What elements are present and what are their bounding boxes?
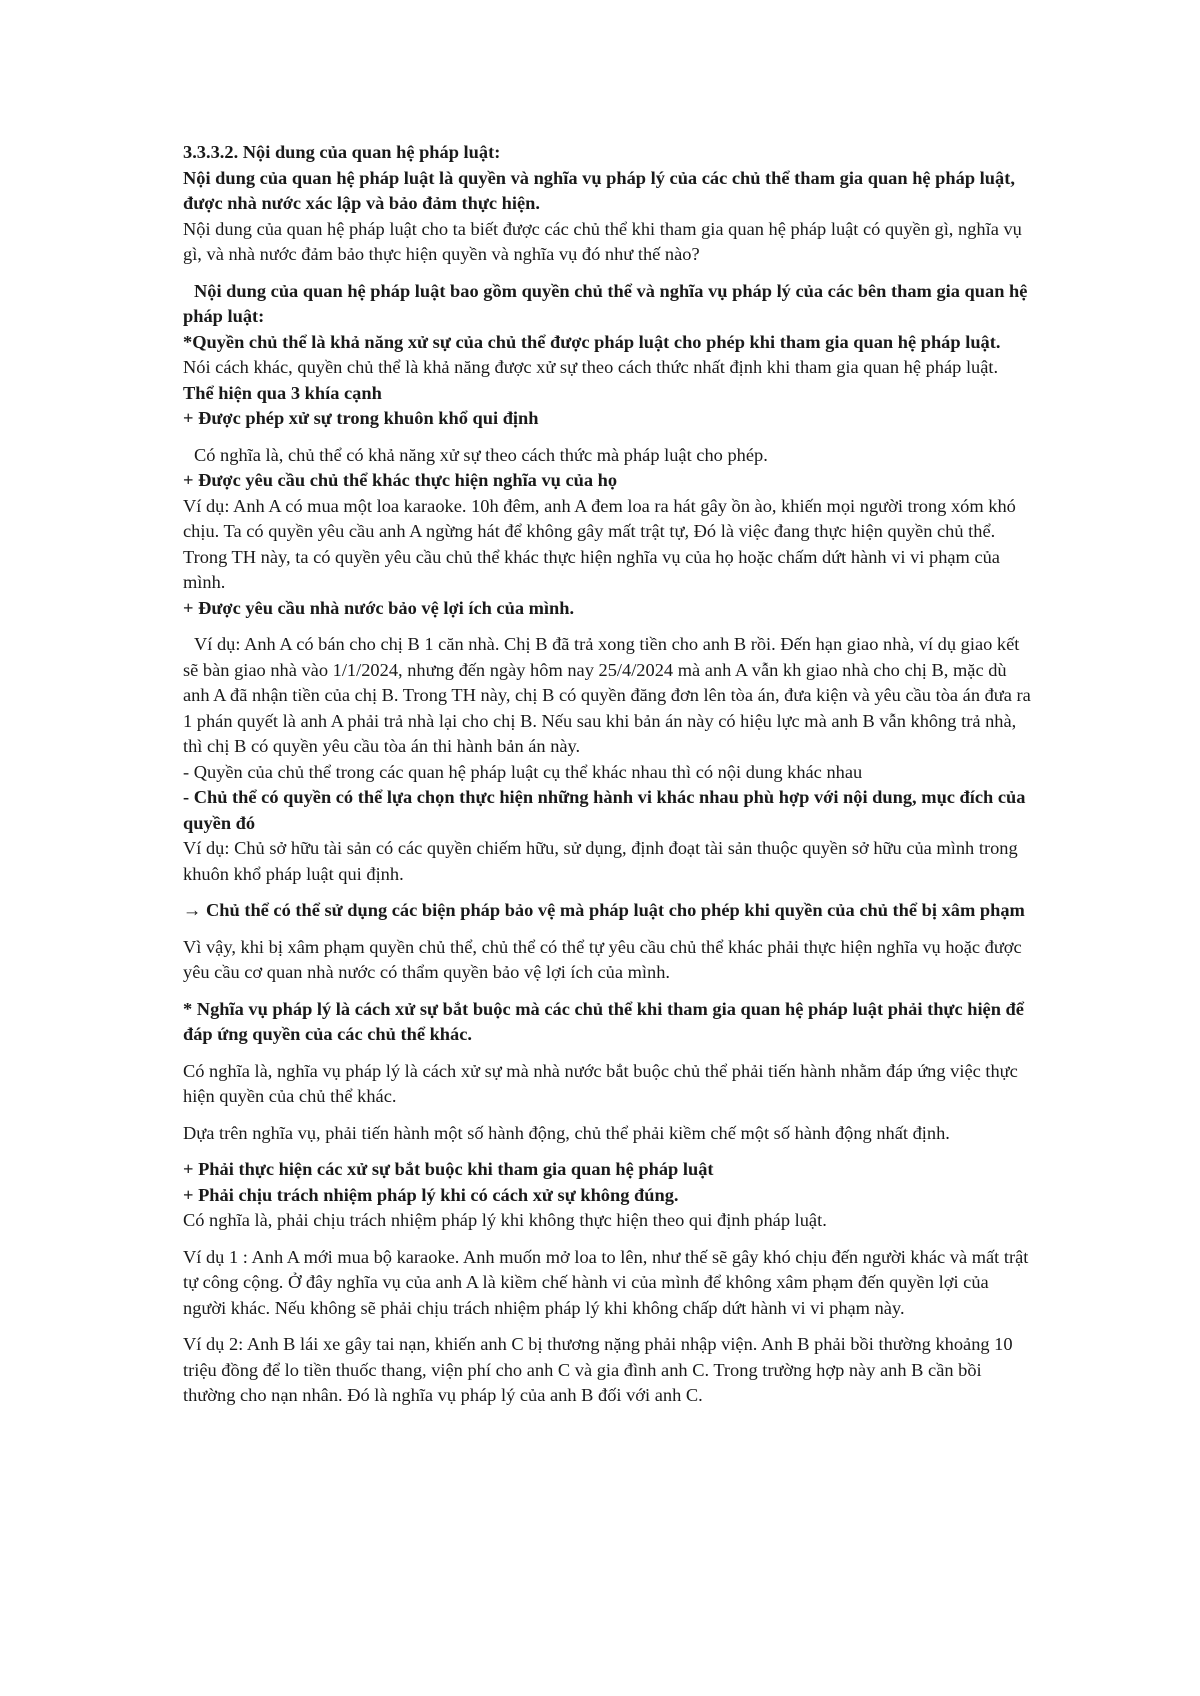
obligation-item: + Phải thực hiện các xử sự bắt buộc khi tham gia quan hệ pháp luật xyxy=(183,1159,714,1179)
section-heading: 3.3.3.2. Nội dung của quan hệ pháp luật: xyxy=(183,142,501,162)
body-paragraph: Có nghĩa là, nghĩa vụ pháp lý là cách xử sự mà nhà nước bắt buộc chủ thể phải tiến hành nhằm đáp ứng việc thực hiện quyền của chủ thể khác. xyxy=(183,1060,1018,1106)
legal-obligation-definition: * Nghĩa vụ pháp lý là cách xử sự bắt buộc mà các chủ thể khi tham gia quan hệ pháp luật phải thực hiện để đáp ứng quyền của các chủ thể khác. xyxy=(183,998,1024,1044)
example-paragraph: Ví dụ 1 : Anh A mới mua bộ karaoke. Anh muốn mở loa to lên, như thế sẽ gây khó chịu đến người khác và mất trật tự công cộng. Ở đây nghĩa vụ của anh A là kiềm chế hành vi của mình để không xâm phạm đến quyền lợi của người khác. Nếu không sẽ phải chịu trách nhiệm pháp lý khi không chấp dứt hành vi vi phạm này. xyxy=(183,1246,1029,1318)
aspects-heading: Thể hiện qua 3 khía cạnh xyxy=(183,382,382,403)
aspect-item: + Được phép xử sự trong khuôn khổ qui định xyxy=(183,408,539,428)
content-overview-paragraph: Nội dung của quan hệ pháp luật bao gồm quyền chủ thể và nghĩa vụ pháp lý của các bên tham gia quan hệ pháp luật: xyxy=(183,280,1028,326)
example-paragraph: Ví dụ: Anh A có mua một loa karaoke. 10h đêm, anh A đem loa ra hát gây ồn ào, khiến mọi người trong xóm khó chịu. Ta có quyền yêu cầu anh A ngừng hát để không gây mất trật tự, Đó là việc đang thực hiện quyền chủ thể. Trong TH này, ta có quyền yêu cầu chủ thể khác thực hiện nghĩa vụ của họ hoặc chấm dứt hành vi vi phạm của mình. xyxy=(183,495,1016,592)
list-item: - Quyền của chủ thể trong các quan hệ pháp luật cụ thể khác nhau thì có nội dung khác nhau xyxy=(183,761,863,782)
list-item-bold: - Chủ thể có quyền có thể lựa chọn thực hiện những hành vi khác nhau phù hợp với nội dung, mục đích của quyền đó xyxy=(183,787,1026,833)
definition-paragraph: Nội dung của quan hệ pháp luật là quyền và nghĩa vụ pháp lý của các chủ thể tham gia quan hệ pháp luật, được nhà nước xác lập và bảo đảm thực hiện. xyxy=(183,167,1015,213)
body-paragraph: Nội dung của quan hệ pháp luật cho ta biết được các chủ thể khi tham gia quan hệ pháp luật có quyền gì, nghĩa vụ gì, và nhà nước đảm bảo thực hiện quyền và nghĩa vụ đó như thế nào? xyxy=(183,218,1022,264)
body-paragraph: Dựa trên nghĩa vụ, phải tiến hành một số hành động, chủ thể phải kiềm chế một số hành động nhất định. xyxy=(183,1122,950,1143)
document-page xyxy=(183,140,1033,1409)
aspect-item: + Được yêu cầu nhà nước bảo vệ lợi ích của mình. xyxy=(183,597,575,618)
body-paragraph: Vì vậy, khi bị xâm phạm quyền chủ thể, chủ thể có thể tự yêu cầu chủ thể khác phải thực hiện nghĩa vụ hoặc được yêu cầu cơ quan nhà nước có thẩm quyền bảo vệ lợi ích của mình. xyxy=(183,936,1022,982)
example-paragraph: Ví dụ: Chủ sở hữu tài sản có các quyền chiếm hữu, sử dụng, định đoạt tài sản thuộc quyền sở hữu của mình trong khuôn khổ pháp luật qui định. xyxy=(183,838,1018,884)
example-paragraph: Ví dụ 2: Anh B lái xe gây tai nạn, khiến anh C bị thương nặng phải nhập viện. Anh B phải bồi thường khoảng 10 triệu đồng để lo tiền thuốc thang, viện phí cho anh C và gia đình anh C. Trong trường hợp này anh B cần bồi thường cho nạn nhân. Đó là nghĩa vụ pháp lý của anh B đối với anh C. xyxy=(183,1334,1013,1405)
body-paragraph: Nói cách khác, quyền chủ thể là khả năng được xử sự theo cách thức nhất định khi tham gia quan hệ pháp luật. xyxy=(183,357,999,377)
body-paragraph: Có nghĩa là, chủ thể có khả năng xử sự theo cách thức mà pháp luật cho phép. xyxy=(194,444,768,465)
aspect-item: + Được yêu cầu chủ thể khác thực hiện nghĩa vụ của họ xyxy=(183,470,618,490)
subject-rights-definition: *Quyền chủ thể là khả năng xử sự của chủ thể được pháp luật cho phép khi tham gia quan hệ pháp luật. xyxy=(183,331,1001,352)
conclusion-paragraph: → Chủ thể có thể sử dụng các biện pháp bảo vệ mà pháp luật cho phép khi quyền của chủ thể bị xâm phạm xyxy=(183,900,1025,920)
body-paragraph: Có nghĩa là, phải chịu trách nhiệm pháp lý khi không thực hiện theo qui định pháp luật. xyxy=(183,1210,827,1230)
example-paragraph: Ví dụ: Anh A có bán cho chị B 1 căn nhà. Chị B đã trả xong tiền cho anh B rồi. Đến hạn giao nhà, ví dụ giao kết sẽ bàn giao nhà vào 1/1/2024, nhưng đến ngày hôm nay 25/4/2024 mà anh A vẫn kh giao nhà cho chị B, mặc dù anh A đã nhận tiền của chị B. Trong TH này, chị B có quyền đăng đơn lên tòa án, đưa kiện và yêu cầu tòa án đưa ra 1 phán quyết là anh A phải trả nhà lại cho chị B. Nếu sau khi bản án này có hiệu lực mà anh B vẫn không trả nhà, thì chị B có quyền yêu cầu tòa án thi hành bản án này. xyxy=(183,634,1031,756)
obligation-item: + Phải chịu trách nhiệm pháp lý khi có cách xử sự không đúng. xyxy=(183,1184,679,1205)
